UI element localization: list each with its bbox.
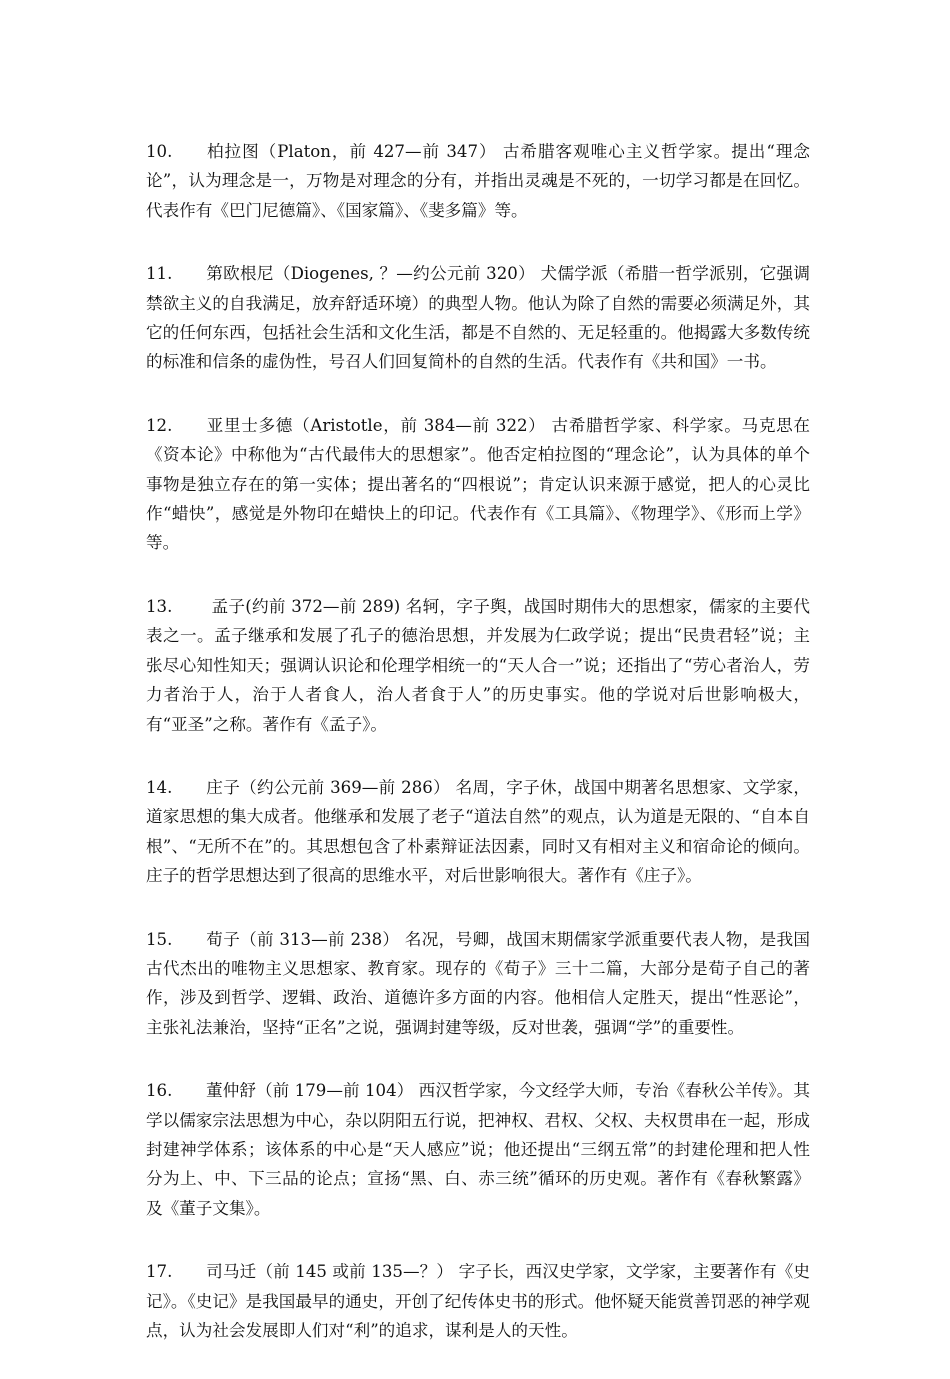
entry-number: 17. xyxy=(146,1262,173,1282)
entry-text: 孟子(约前 372—前 289) 名轲，字子舆，战国时期伟大的思想家，儒家的主要代表之一。孟子继承和发展了孔子的德治思想，并发展为仁政学说；提出“民贵君轻”说；主张尽心知性知天；强调认识论和伦理学相统一的“天人合一”说；还指出了“劳心者治人，劳力者治于人，治于人者食人，治人者食于人”的历史事实。他的学说对后世影响极大，有“亚圣”之称。著作有《孟子》。 xyxy=(146,596,810,734)
entry-number: 14. xyxy=(146,777,173,797)
entry-11 xyxy=(146,259,810,377)
entry-number: 13. xyxy=(146,596,173,616)
entry-text: 庄子（约公元前 369—前 286） 名周，字子休，战国中期著名思想家、文学家，道家思想的集大成者。他继承和发展了老子“道法自然”的观点，认为道是无限的、“自本自根”、“无所不在”的。其思想包含了朴素辩证法因素，同时又有相对主义和宿命论的倾向。庄子的哲学思想达到了很高的思维水平，对后世影响很大。著作有《庄子》。 xyxy=(146,777,810,886)
entry-14 xyxy=(146,773,810,891)
entry-text: 司马迁（前 145 或前 135—？） 字子长，西汉史学家，文学家，主要著作有《史记》。《史记》是我国最早的通史，开创了纪传体史书的形式。他怀疑天能赏善罚恶的神学观点，认为社会发展即人们对“利”的追求，谋利是人的天性。 xyxy=(146,1262,810,1340)
entry-12 xyxy=(146,411,810,558)
entry-text: 第欧根尼（Diogenes, ？—约公元前 320） 犬儒学派（希腊一哲学派别，它强调禁欲主义的自我满足，放弃舒适环境）的典型人物。他认为除了自然的需要必须满足外，其它的任何东西，包括社会生活和文化生活，都是不自然的、无足轻重的。他揭露大多数传统的标准和信条的虚伪性，号召人们回复简朴的自然的生活。代表作有《共和国》一书。 xyxy=(146,264,810,372)
entry-text: 柏拉图（Platon，前 427—前 347） 古希腊客观唯心主义哲学家。提出“理念论”，认为理念是一，万物是对理念的分有，并指出灵魂是不死的，一切学习都是在回忆。代表作有《巴门尼德篇》、《国家篇》、《斐多篇》等。 xyxy=(146,142,810,220)
entry-number: 10. xyxy=(146,142,173,161)
entry-number: 11. xyxy=(146,264,173,284)
entry-text: 亚里士多德（Aristotle，前 384—前 322） 古希腊哲学家、科学家。马克思在《资本论》中称他为“古代最伟大的思想家”。他否定柏拉图的“理念论”，认为具体的单个事物是独立存在的第一实体；提出著名的“四根说”；肯定认识来源于感觉，把人的心灵比作“蜡快”，感觉是外物印在蜡快上的印记。代表作有《工具篇》、《物理学》、《形而上学》等。 xyxy=(146,415,810,553)
entry-13 xyxy=(146,592,810,739)
entry-number: 16. xyxy=(146,1081,173,1101)
entry-number: 12. xyxy=(146,415,173,435)
entry-text: 荀子（前 313—前 238） 名况，号卿，战国末期儒家学派重要代表人物，是我国古代杰出的唯物主义思想家、教育家。现存的《荀子》三十二篇，大部分是荀子自己的著作，涉及到哲学、逻辑、政治、道德许多方面的内容。他相信人定胜天，提出“性恶论”，主张礼法兼治，坚持“正名”之说，强调封建等级，反对世袭，强调“学”的重要性。 xyxy=(146,929,810,1037)
entry-10 xyxy=(146,137,810,225)
entry-16 xyxy=(146,1076,810,1223)
entry-text: 董仲舒（前 179—前 104） 西汉哲学家，今文经学大师，专治《春秋公羊传》。其学以儒家宗法思想为中心，杂以阴阳五行说，把神权、君权、父权、夫权贯串在一起，形成封建神学体系；该体系的中心是“天人感应”说；他还提出“三纲五常”的封建伦理和把人性分为上、中、下三品的论点；宣扬“黑、白、赤三统”循环的历史观。著作有《春秋繁露》及《董子文集》。 xyxy=(146,1081,810,1218)
entry-17 xyxy=(146,1257,810,1345)
entry-number: 15. xyxy=(146,929,173,949)
document-page xyxy=(146,137,810,1379)
entry-15 xyxy=(146,925,810,1043)
